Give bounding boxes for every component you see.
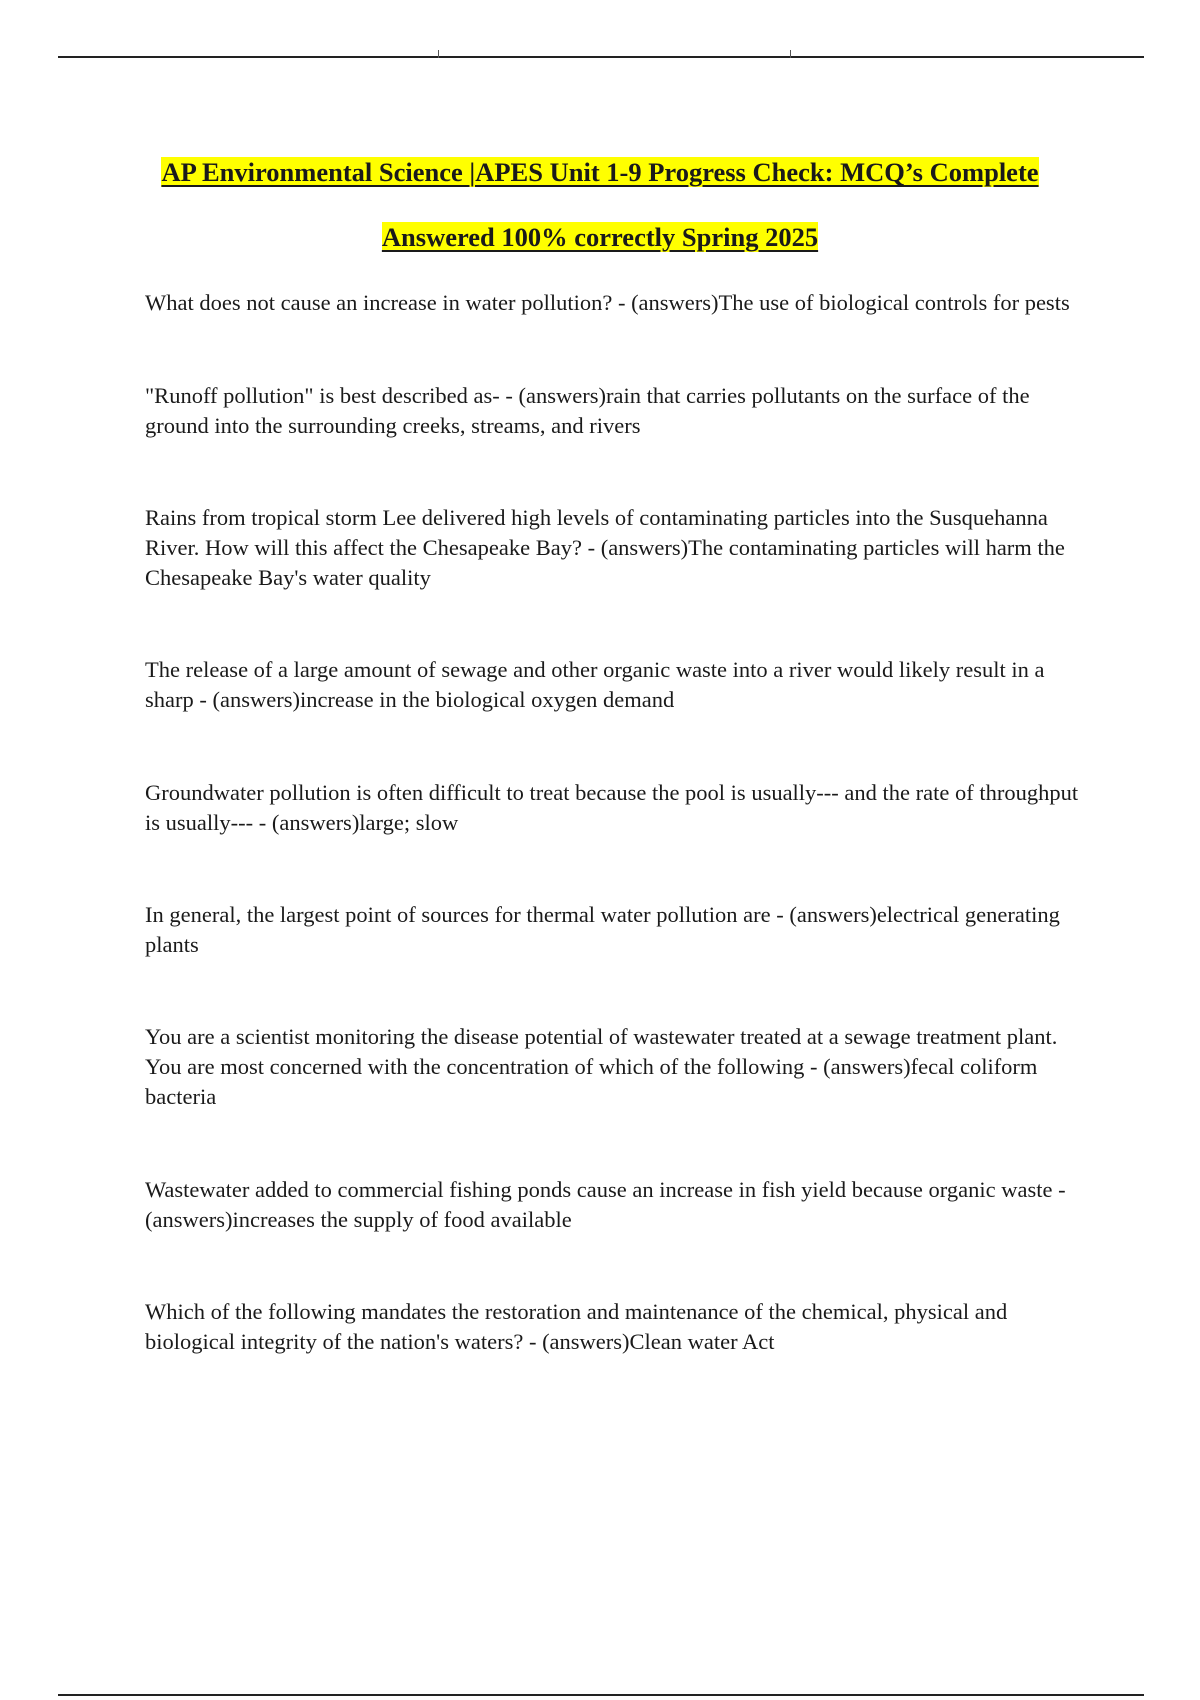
footer-rule — [58, 1694, 1144, 1696]
document-title — [100, 140, 1100, 270]
qa-item: In general, the largest point of sources for thermal water pollution are - (answers)electrical generating plants — [145, 902, 1060, 957]
header-rule-divider — [438, 50, 439, 58]
qa-item: "Runoff pollution" is best described as- - (answers)rain that carries pollutants on the surface of the ground into the surrounding creeks, streams, and rivers — [145, 383, 1030, 438]
qa-item: Which of the following mandates the restoration and maintenance of the chemical, physical and biological integrity of the nation's waters? - (answers)Clean water Act — [145, 1299, 1008, 1354]
qa-item: Wastewater added to commercial fishing ponds cause an increase in fish yield because organic waste - (answers)increases the supply of food available — [145, 1177, 1066, 1232]
qa-item: Groundwater pollution is often difficult to treat because the pool is usually--- and the rate of throughput is usually--- - (answers)large; slow — [145, 780, 1079, 835]
question-answer-list — [145, 288, 1095, 1357]
header-rule-divider — [790, 50, 791, 58]
header-rule — [58, 56, 1144, 58]
qa-item: Rains from tropical storm Lee delivered high levels of contaminating particles into the Susquehanna River. How will this affect the Chesapeake Bay? - (answers)The contaminating particles will harm the Chesapeake Bay's water quality — [145, 505, 1065, 590]
qa-item: The release of a large amount of sewage and other organic waste into a river would likely result in a sharp - (answers)increase in the biological oxygen demand — [145, 657, 1045, 712]
document-title-line-2: Answered 100% correctly Spring 2025 — [381, 222, 819, 252]
qa-item: You are a scientist monitoring the disease potential of wastewater treated at a sewage treatment plant. You are most concerned with the concentration of which of the following - (answers)fecal coliform bacteria — [145, 1024, 1058, 1109]
qa-item: What does not cause an increase in water pollution? - (answers)The use of biological controls for pests — [145, 290, 1070, 315]
document-title-line-1: AP Environmental Science |APES Unit 1-9 Progress Check: MCQ’s Complete — [161, 157, 1039, 187]
